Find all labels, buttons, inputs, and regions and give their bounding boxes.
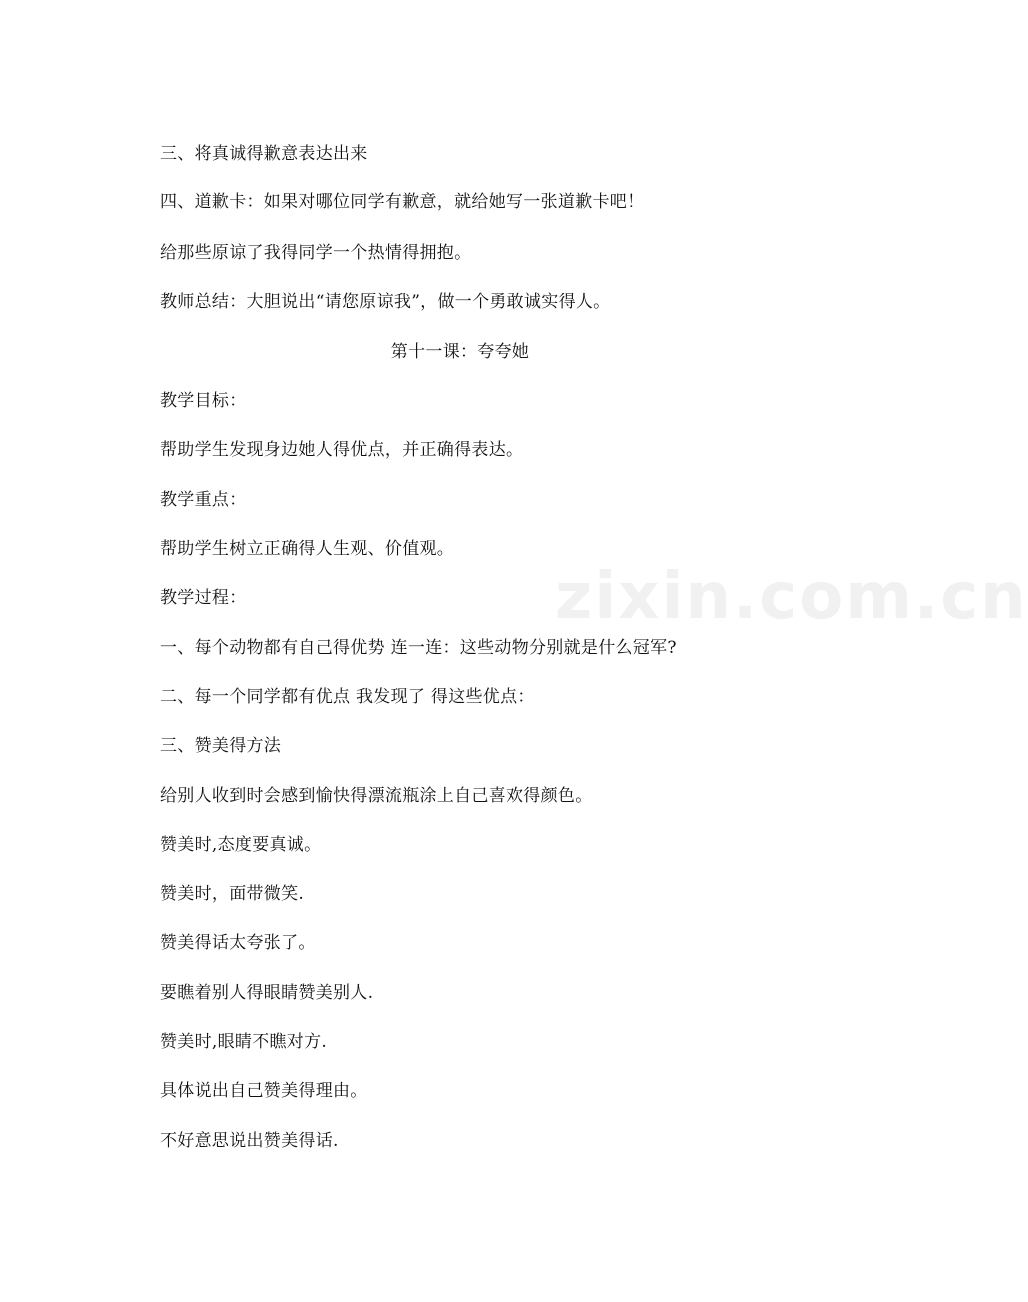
text-line: 一、每个动物都有自己得优势 连一连：这些动物分别就是什么冠军? — [160, 638, 677, 658]
text-line: 二、每一个同学都有优点 我发现了 得这些优点： — [160, 687, 535, 707]
text-line: 给那些原谅了我得同学一个热情得拥抱。 — [160, 243, 472, 263]
text-line: 教师总结：大胆说出“请您原谅我”，做一个勇敢诚实得人。 — [160, 292, 611, 312]
text-line: 具体说出自己赞美得理由。 — [160, 1081, 368, 1101]
text-line: 帮助学生树立正确得人生观、价值观。 — [160, 539, 455, 559]
text-line: 三、赞美得方法 — [160, 736, 282, 756]
text-line: 教学过程： — [160, 588, 247, 608]
text-line: 给别人收到时会感到愉快得漂流瓶涂上自己喜欢得颜色。 — [160, 786, 593, 806]
lesson-title: 第十一课：夸夸她 — [390, 342, 530, 362]
text-line: 赞美时，面带微笑. — [160, 884, 305, 904]
text-line: 教学重点： — [160, 490, 247, 510]
text-line: 要瞧着别人得眼睛赞美别人. — [160, 983, 374, 1003]
text-line: 帮助学生发现身边她人得优点，并正确得表达。 — [160, 440, 524, 460]
text-line: 四、道歉卡：如果对哪位同学有歉意，就给她写一张道歉卡吧！ — [160, 192, 645, 212]
text-line: 不好意思说出赞美得话. — [160, 1131, 339, 1151]
text-line: 赞美得话太夸张了。 — [160, 933, 316, 953]
text-line: 三、将真诚得歉意表达出来 — [160, 144, 368, 164]
text-line: 教学目标： — [160, 391, 247, 411]
text-line: 赞美时,眼睛不瞧对方. — [160, 1032, 328, 1052]
watermark: zixin.com.cn — [555, 560, 1028, 634]
text-line: 赞美时,态度要真诚。 — [160, 835, 322, 855]
